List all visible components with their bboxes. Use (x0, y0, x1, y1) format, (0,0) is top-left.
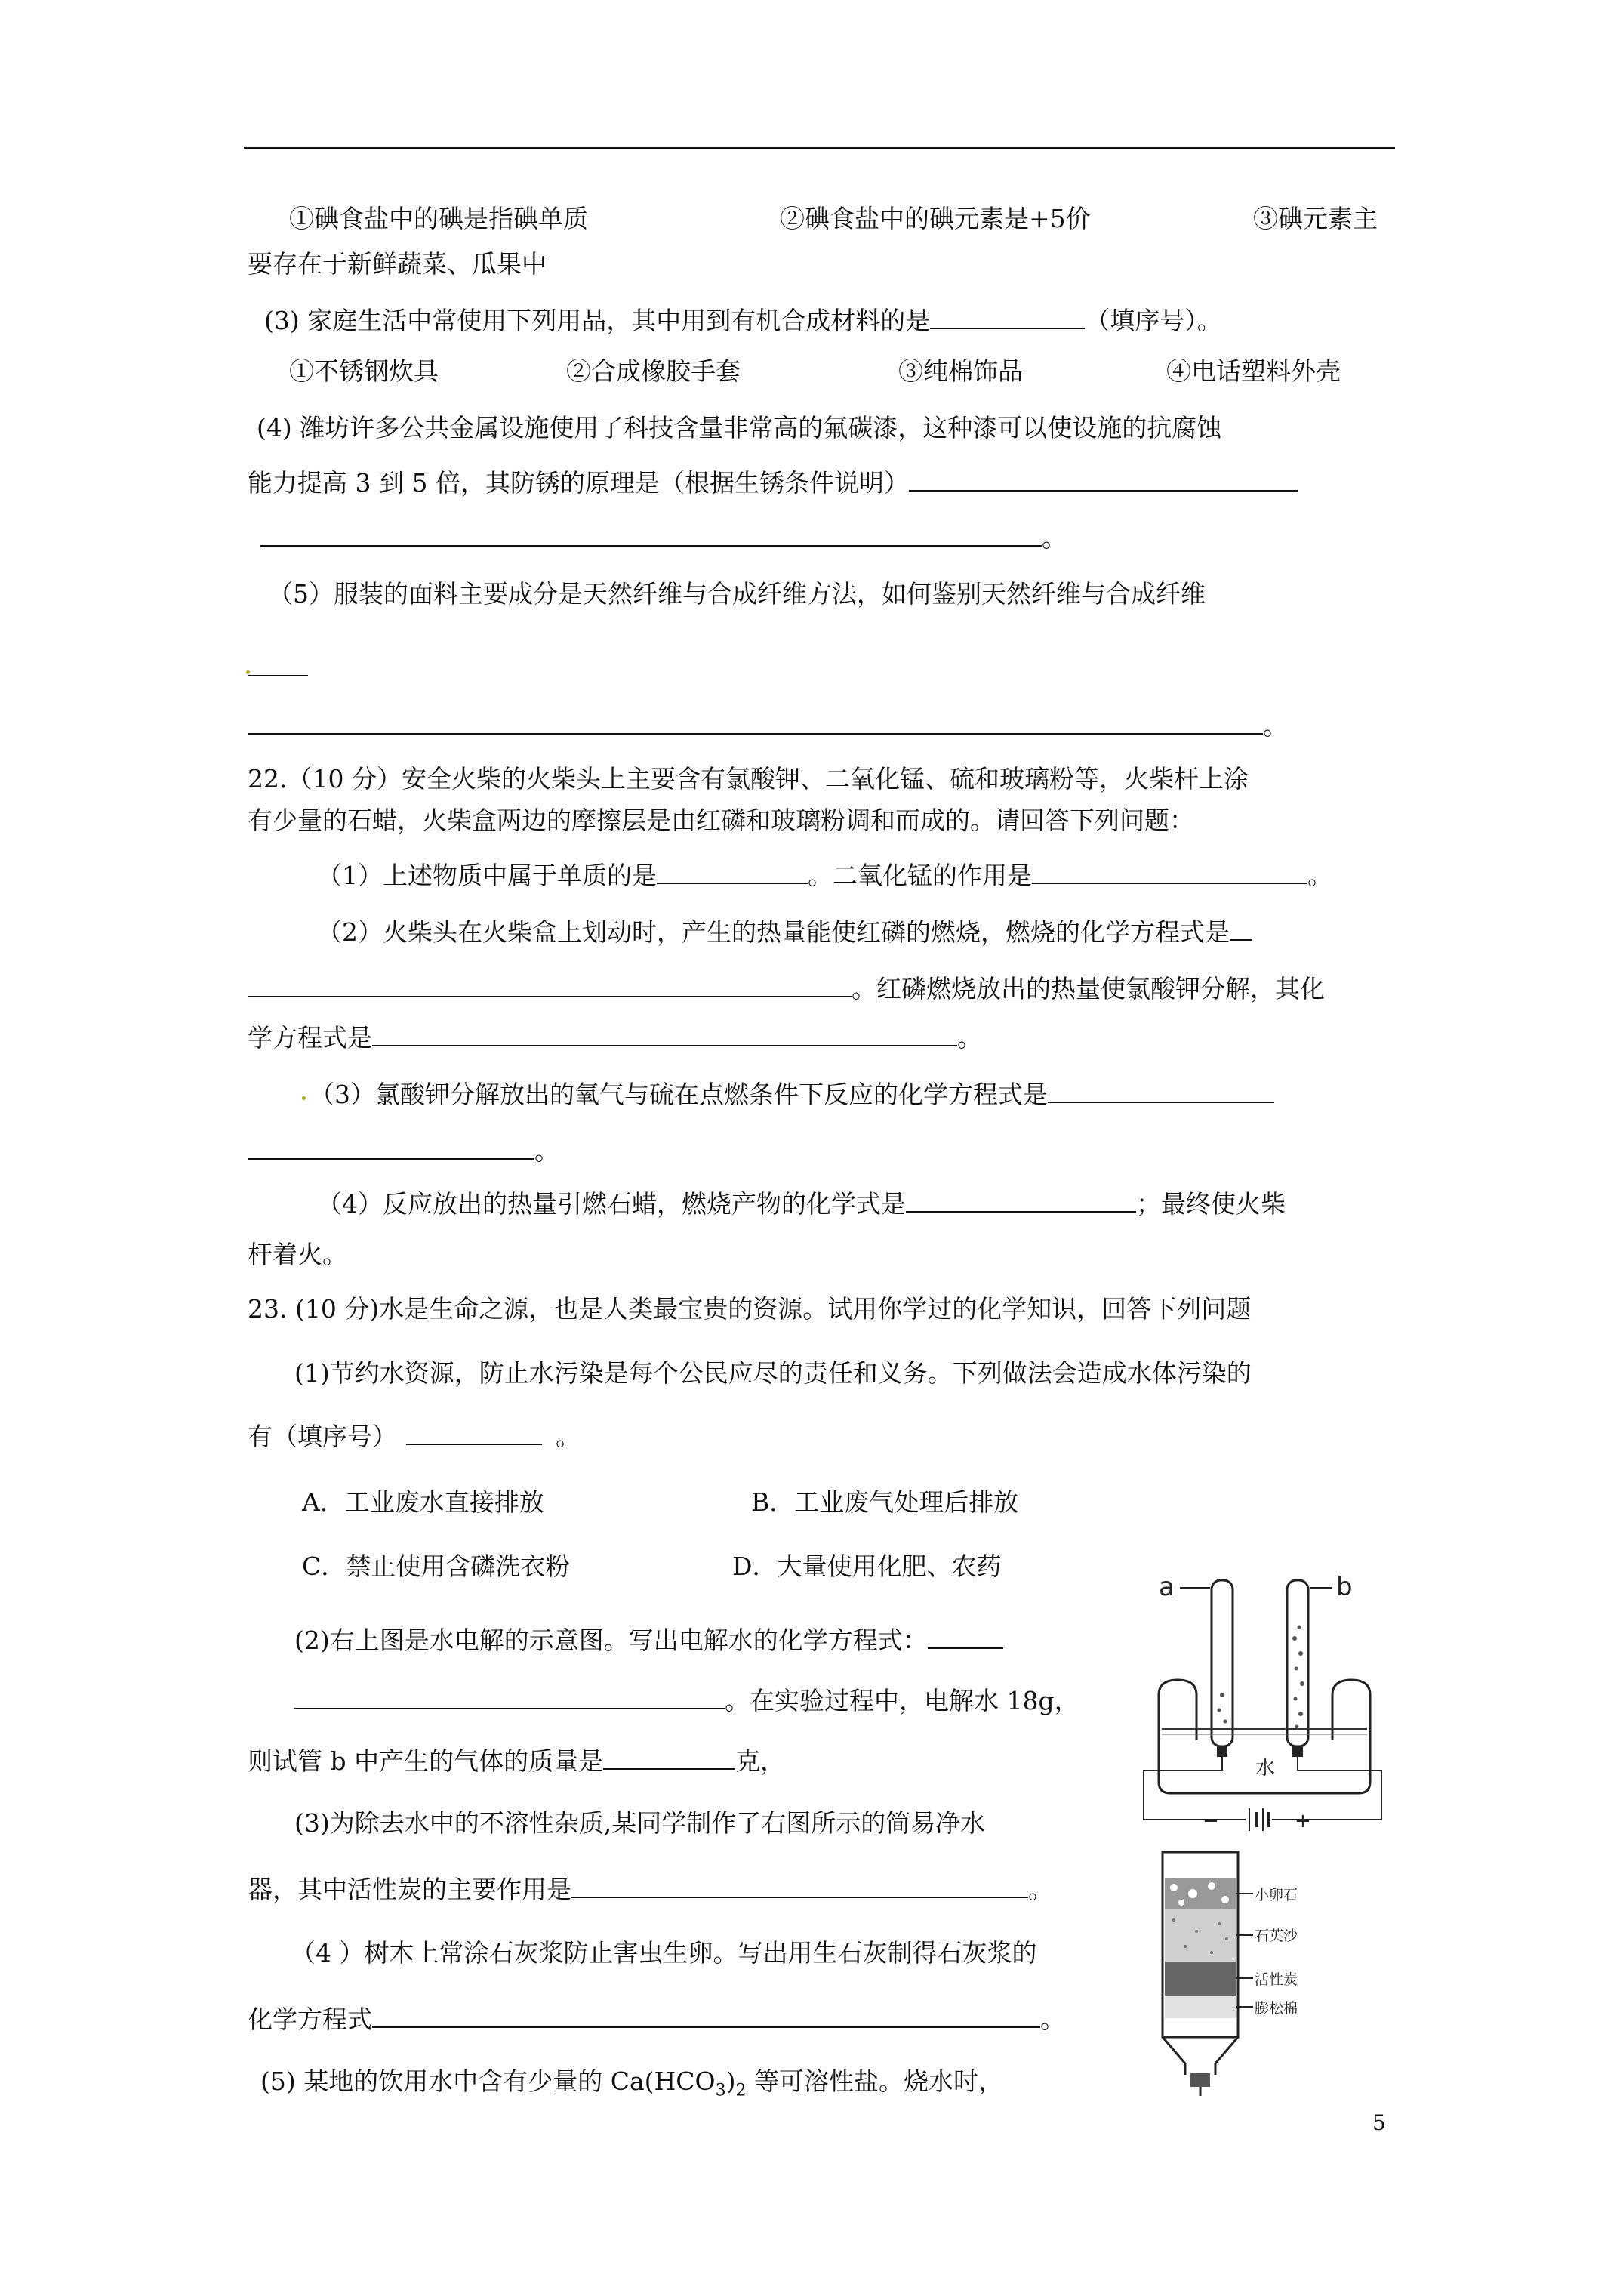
question-23-1: (1)节约水资源，防止水污染是每个公民应尽的责任和义务。下列做法会造成水体污染的 (294, 1358, 1252, 1388)
question-text: 等可溶性盐。烧水时， (746, 2066, 1003, 2096)
question-text: 有（填序号） (248, 1422, 397, 1451)
question-text: ；最终使火柴 (1136, 1189, 1286, 1219)
header-rule (244, 147, 1395, 149)
option-2: ②合成橡胶手套 (566, 356, 741, 386)
question-text: ) (725, 2066, 736, 2096)
minus-label: − (1203, 1810, 1219, 1832)
answer-blank[interactable] (909, 464, 1298, 492)
question-text: 。红磷燃烧放出的热量使氯酸钾分解，其化 (852, 974, 1325, 1003)
question-23-2-line3 (248, 1743, 785, 1778)
question-text: (2)右上图是水电解的示意图。写出电解水的化学方程式： (294, 1626, 928, 1655)
question-text: 化学方程式 (248, 2005, 372, 2034)
question-22-2-line2 (248, 970, 1325, 1006)
period: 。 (1042, 523, 1067, 553)
layer-label-sand: 石英沙 (1255, 1928, 1298, 1944)
question-23: 23. (10 分)水是生命之源，也是人类最宝贵的资源。试用你学过的化学知识，回答下列问题 (248, 1294, 1252, 1324)
answer-blank[interactable] (1048, 1076, 1274, 1103)
answer-blank[interactable] (928, 1622, 1003, 1649)
answer-blank[interactable] (571, 1871, 1028, 1898)
question-4-line2 (260, 519, 1067, 555)
question-5-line1 (248, 649, 308, 685)
question-22-cont: 有少量的石蜡，火柴盒两边的摩擦层是由红磷和玻璃粉调和而成的。请回答下列问题： (248, 806, 1194, 835)
test-tube-a (1212, 1580, 1233, 1746)
question-22-3 (310, 1076, 1274, 1111)
question-text: 。在实验过程中，电解水 18g， (725, 1686, 1079, 1715)
question-text: (5) 某地的饮用水中含有少量的 Ca(HCO (260, 2066, 716, 2096)
question-3 (264, 302, 1222, 337)
option-3: ③碘元素主 (1253, 204, 1378, 233)
option-1: ①碘食盐中的碘是指碘单质 (289, 204, 588, 233)
period: 。 (556, 1422, 581, 1451)
sand-layer (1165, 1909, 1236, 1962)
question-22-4 (317, 1185, 1286, 1221)
period: 。 (1307, 861, 1332, 890)
period: 。 (1028, 1875, 1053, 1904)
question-text: 克， (735, 1746, 786, 1776)
layer-label-cotton: 膨松棉 (1255, 2000, 1298, 2017)
answer-blank[interactable] (248, 649, 308, 676)
question-4: (4) 潍坊许多公共金属设施使用了科技含量非常高的氟碳漆，这种漆可以使设施的抗腐蚀 (257, 413, 1222, 442)
answer-blank[interactable] (1230, 914, 1252, 941)
answer-blank[interactable] (603, 1743, 735, 1770)
layer-label-pebbles: 小卵石 (1255, 1887, 1298, 1903)
answer-blank[interactable] (930, 302, 1085, 329)
period: 。 (957, 1023, 982, 1052)
answer-blank[interactable] (248, 707, 1263, 735)
cotton-layer (1165, 1996, 1236, 2018)
question-23-1-cont (248, 1418, 581, 1453)
option-c: C．禁止使用含磷洗衣粉 (302, 1552, 571, 1581)
question-23-3-cont (248, 1871, 1053, 1906)
subscript: 2 (735, 2081, 747, 2100)
option-2: ②碘食盐中的碘元素是+5价 (780, 204, 1091, 233)
question-text: 器，其中活性炭的主要作用是 (248, 1875, 571, 1904)
option-3: ③纯棉饰品 (898, 356, 1023, 386)
question-23-4: （4 ）树木上常涂石灰浆防止害虫生卵。写出用生石灰制得石灰浆的 (291, 1938, 1037, 1968)
question-3-text: (3) 家庭生活中常使用下列用品，其中用到有机合成材料的是 (264, 306, 931, 335)
option-3-cont: 要存在于新鲜蔬菜、瓜果中 (248, 249, 547, 279)
question-5: （5）服装的面料主要成分是天然纤维与合成纤维方法，如何鉴别天然纤维与合成纤维 (268, 579, 1206, 609)
water-label: 水 (1255, 1757, 1276, 1780)
question-23-3: (3)为除去水中的不溶性杂质,某同学制作了右图所示的简易净水 (294, 1808, 986, 1838)
label-a: a (1159, 1572, 1175, 1602)
answer-blank[interactable] (906, 1185, 1136, 1213)
answer-blank[interactable] (657, 857, 808, 884)
question-text: 学方程式是 (248, 1023, 372, 1052)
answer-blank[interactable] (372, 2001, 1040, 2028)
question-4-text: 能力提高 3 到 5 倍，其防锈的原理是（根据生锈条件说明） (248, 468, 909, 498)
question-22: 22.（10 分）安全火柴的火柴头上主要含有氯酸钾、二氧化锰、硫和玻璃粉等，火柴杆上涂 (248, 764, 1249, 794)
carbon-layer (1165, 1962, 1236, 1996)
question-5-line2 (248, 707, 1288, 743)
period: 。 (1263, 711, 1288, 741)
question-22-2-line3 (248, 1019, 982, 1055)
answer-blank[interactable] (372, 1019, 957, 1046)
question-22-4-cont: 杆着火。 (248, 1240, 347, 1269)
question-4-cont (248, 464, 1298, 500)
page-number: 5 (1372, 2110, 1386, 2135)
answer-blank[interactable] (406, 1418, 542, 1445)
period: 。 (1040, 2005, 1065, 2034)
question-text: （4）反应放出的热量引燃石蜡，燃烧产物的化学式是 (317, 1189, 906, 1219)
question-3-suffix: （填序号）。 (1085, 306, 1222, 335)
water-filter-diagram (1159, 1848, 1298, 2097)
plus-label: + (1295, 1810, 1311, 1832)
layer-label-carbon: 活性炭 (1255, 1971, 1298, 1988)
question-22-3-line2 (248, 1133, 559, 1168)
question-text: （1）上述物质中属于单质的是 (317, 861, 657, 890)
answer-blank[interactable] (1032, 857, 1307, 884)
period: 。 (534, 1136, 559, 1166)
option-d: D．大量使用化肥、农药 (732, 1552, 1002, 1581)
label-b: b (1336, 1572, 1353, 1602)
question-23-2-line2 (294, 1682, 1079, 1718)
answer-blank[interactable] (248, 1133, 534, 1160)
question-23-2 (294, 1622, 1003, 1657)
question-text: 。二氧化锰的作用是 (808, 861, 1032, 890)
question-22-1 (317, 857, 1332, 892)
answer-blank[interactable] (248, 970, 852, 997)
option-b: B．工业废气处理后排放 (751, 1487, 1019, 1517)
option-a: A．工业废水直接排放 (302, 1487, 544, 1517)
electrolysis-diagram (1144, 1567, 1385, 1835)
question-23-4-cont (248, 2001, 1065, 2036)
question-text: 则试管 b 中产生的气体的质量是 (248, 1746, 604, 1776)
option-4: ④电话塑料外壳 (1166, 356, 1341, 386)
question-23-5 (260, 2065, 1003, 2108)
test-tube-b (1287, 1580, 1308, 1746)
stray-mark (302, 1096, 306, 1100)
question-text: （2）火柴头在火柴盒上划动时，产生的热量能使红磷的燃烧，燃烧的化学方程式是 (317, 917, 1230, 947)
answer-blank[interactable] (294, 1682, 725, 1709)
pebble-layer (1165, 1878, 1236, 1909)
option-1: ①不锈钢炊具 (289, 356, 439, 386)
subscript: 3 (715, 2081, 726, 2100)
question-22-2 (317, 914, 1252, 949)
question-text: （3）氯酸钾分解放出的氧气与硫在点燃条件下反应的化学方程式是 (310, 1080, 1048, 1109)
answer-blank[interactable] (260, 519, 1042, 547)
